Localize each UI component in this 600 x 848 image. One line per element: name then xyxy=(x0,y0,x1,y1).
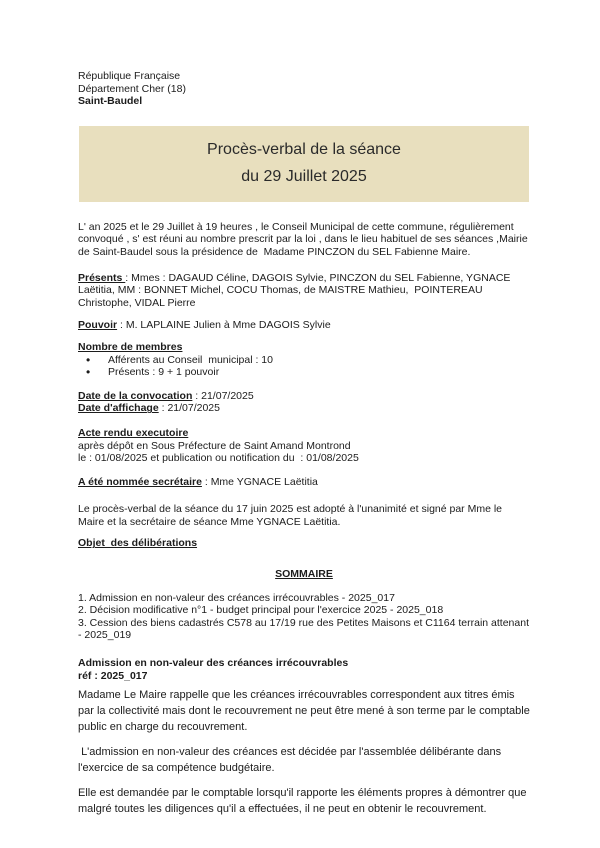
convocation-label: Date de la convocation xyxy=(78,389,193,402)
document-content xyxy=(78,70,533,826)
presents-line xyxy=(78,272,530,310)
letterhead xyxy=(78,70,530,108)
deliberation-paragraph: L'admission en non-valeur des créances est décidée par l'assemblée délibérante dans l'exercice de sa compétence budgétaire. xyxy=(78,746,505,775)
letterhead-department: Département Cher (18) xyxy=(78,82,186,95)
letterhead-republic: République Française xyxy=(78,70,181,82)
secretary-line xyxy=(78,476,530,489)
summary-title: SOMMAIRE xyxy=(275,568,333,581)
summary-item: 3. Cession des biens cadastrés C578 au 17/19 rue des Petites Maisons et C1164 terrain attenant - 2025_019 xyxy=(78,616,532,642)
letterhead-commune: Saint-Baudel xyxy=(78,95,143,108)
presents-label: Présents xyxy=(78,271,126,284)
convocation-line xyxy=(78,390,530,403)
intro-paragraph: L' an 2025 et le 29 Juillet à 19 heures , le Conseil Municipal de cette commune, régulièrement convoqué , s' est réuni au nombre prescrit par la loi , dans le lieu habituel de ses séances ,Mairie de Saint-Baudel sous la présidence de Madame PINCZON du SEL Fabienne Maire. xyxy=(78,220,531,258)
adoption-paragraph: Le procès-verbal de la séance du 17 juin 2025 est adopté à l'unanimité et signé par Mme le Maire et la secrétaire de séance Mme YGNACE Laëtitia. xyxy=(78,503,505,528)
members-section xyxy=(78,341,530,379)
deliberation-paragraph: Madame Le Maire rappelle que les créances irrécouvrables correspondent aux titres émis par la collectivité mais dont le recouvrement ne peut être mené à son terme par le comptable public en charge du recouvrement. xyxy=(78,689,533,734)
deliberation-body xyxy=(78,687,533,817)
pouvoir-label: Pouvoir xyxy=(78,319,118,332)
executory-section xyxy=(78,427,530,465)
summary-item: 2. Décision modificative n°1 - budget principal pour l'exercice 2025 - 2025_018 xyxy=(78,604,444,617)
summary-item: 1. Admission en non-valeur des créances irrécouvrables - 2025_017 xyxy=(78,591,395,604)
presents-value: : Mmes : DAGAUD Céline, DAGOIS Sylvie, PINCZON du SEL Fabienne, YGNACE Laëtitia, MM : BONNET Michel, COCU Thomas, de MAISTRE Mathieu, POINTEREAU Christophe, VIDAL Pierre xyxy=(78,271,514,309)
executory-line1: après dépôt en Sous Préfecture de Saint Amand Montrond xyxy=(78,439,351,452)
secretary-label: A été nommée secrétaire xyxy=(78,475,202,488)
secretary-value: : Mme YGNACE Laëtitia xyxy=(201,475,318,488)
summary-items xyxy=(78,592,530,642)
summary-section xyxy=(78,568,530,642)
members-item: • Présents : 9 + 1 pouvoir xyxy=(78,366,530,379)
members-heading: Nombre de membres xyxy=(78,340,183,353)
document-title-line2: du 29 Juillet 2025 xyxy=(241,167,367,185)
pouvoir-value: : M. LAPLAINE Julien à Mme DAGOIS Sylvie xyxy=(117,319,331,332)
deliberation-heading: Admission en non-valeur des créances irrécouvrables xyxy=(78,657,349,670)
title-box xyxy=(79,126,529,202)
affichage-value: : 21/07/2025 xyxy=(158,402,220,415)
members-item: • Afférents au Conseil municipal : 10 xyxy=(78,354,530,367)
executory-line2: le : 01/08/2025 et publication ou notification du : 01/08/2025 xyxy=(78,452,359,465)
affichage-label: Date d'affichage xyxy=(78,402,159,415)
convocation-value: : 21/07/2025 xyxy=(192,389,254,402)
affichage-line xyxy=(78,402,530,415)
document-title-line1: Procès-verbal de la séance xyxy=(207,141,401,159)
deliberation-paragraph: Elle est demandée par le comptable lorsqu'il rapporte les éléments propres à démontrer que malgré toutes les diligences qu'il a effectuées, il ne peut en obtenir le recouvrement. xyxy=(78,787,530,816)
deliberation-section xyxy=(78,657,533,817)
deliberation-ref: réf : 2025_017 xyxy=(78,669,148,682)
deliberations-object-heading: Objet des délibérations xyxy=(78,537,198,550)
members-list xyxy=(78,354,530,379)
pouvoir-line xyxy=(78,319,530,332)
executory-heading: Acte rendu executoire xyxy=(78,426,189,439)
